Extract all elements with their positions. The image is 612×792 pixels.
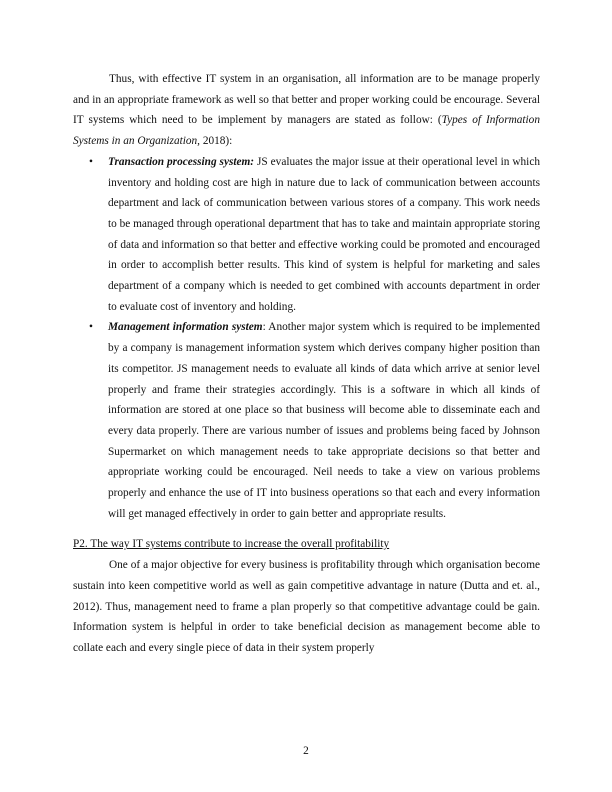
profitability-paragraph: One of a major objective for every business is profitability through which organisation become sustain into keen competitive world as well as gain competitive advantage in nature (Dutta and et. al., 2012). Thus, management need to frame a plan properly so that competitive advantage could be gain. Information system is helpful in order to take beneficial decision as management become able to collate each and every single piece of data in their system properly <box>73 559 540 654</box>
intro-text: Thus, with effective IT system in an organisation, all information are to be manage properly and in an appropriate framework as well so that better and proper working could be encourage. Several IT systems which need to be implement by managers are stated as follow: ( <box>73 73 540 127</box>
bullet-icon: • <box>89 321 93 334</box>
page-number: 2 <box>303 745 309 757</box>
intro-paragraph <box>73 69 540 152</box>
citation-title: Types of Information Systems in an Organization, <box>73 114 540 148</box>
citation-year: 2018): <box>200 135 233 148</box>
it-systems-list <box>73 152 540 525</box>
list-item-management-information <box>73 317 540 524</box>
bullet-term: Management information system <box>108 321 263 334</box>
page-content <box>73 69 540 659</box>
list-item-transaction-processing <box>73 152 540 318</box>
section-heading: P2. The way IT systems contribute to increase the overall profitability <box>73 538 390 551</box>
bullet-text: : Another major system which is required to be implemented by a company is management information system which derives company higher position than its competitor. JS management needs to evaluate all kinds of data which arrive at senior level properly and frame their strategies accordingly. This is a software in which all kinds of information are stored at one place so that business will become able to disseminate each and every data properly. There are various number of issues and problems being faced by Johnson Supermarket on which management needs to take appropriate decisions so that better and appropriate working could be encouraged. Neil needs to take a view on various problems properly and enhance the use of IT into business operations so that each and every information will get managed effectively in order to gain better and appropriate results. <box>108 321 541 520</box>
bullet-icon: • <box>89 155 93 168</box>
bullet-text: JS evaluates the major issue at their operational level in which inventory and holding cost are high in nature due to lack of communication between accounts department and lack of communication between various stores of a company. This work needs to be managed through operational department that has to take and maintain appropriate storing of data and information so that better and effective working could be promoted and encouraged in order to accomplish better results. This kind of system is helpful for marketing and sales department of a company which is needed to get combined with accounts department in order to evaluate cost of inventory and holding. <box>108 155 540 313</box>
bullet-term: Transaction processing system: <box>108 155 255 168</box>
